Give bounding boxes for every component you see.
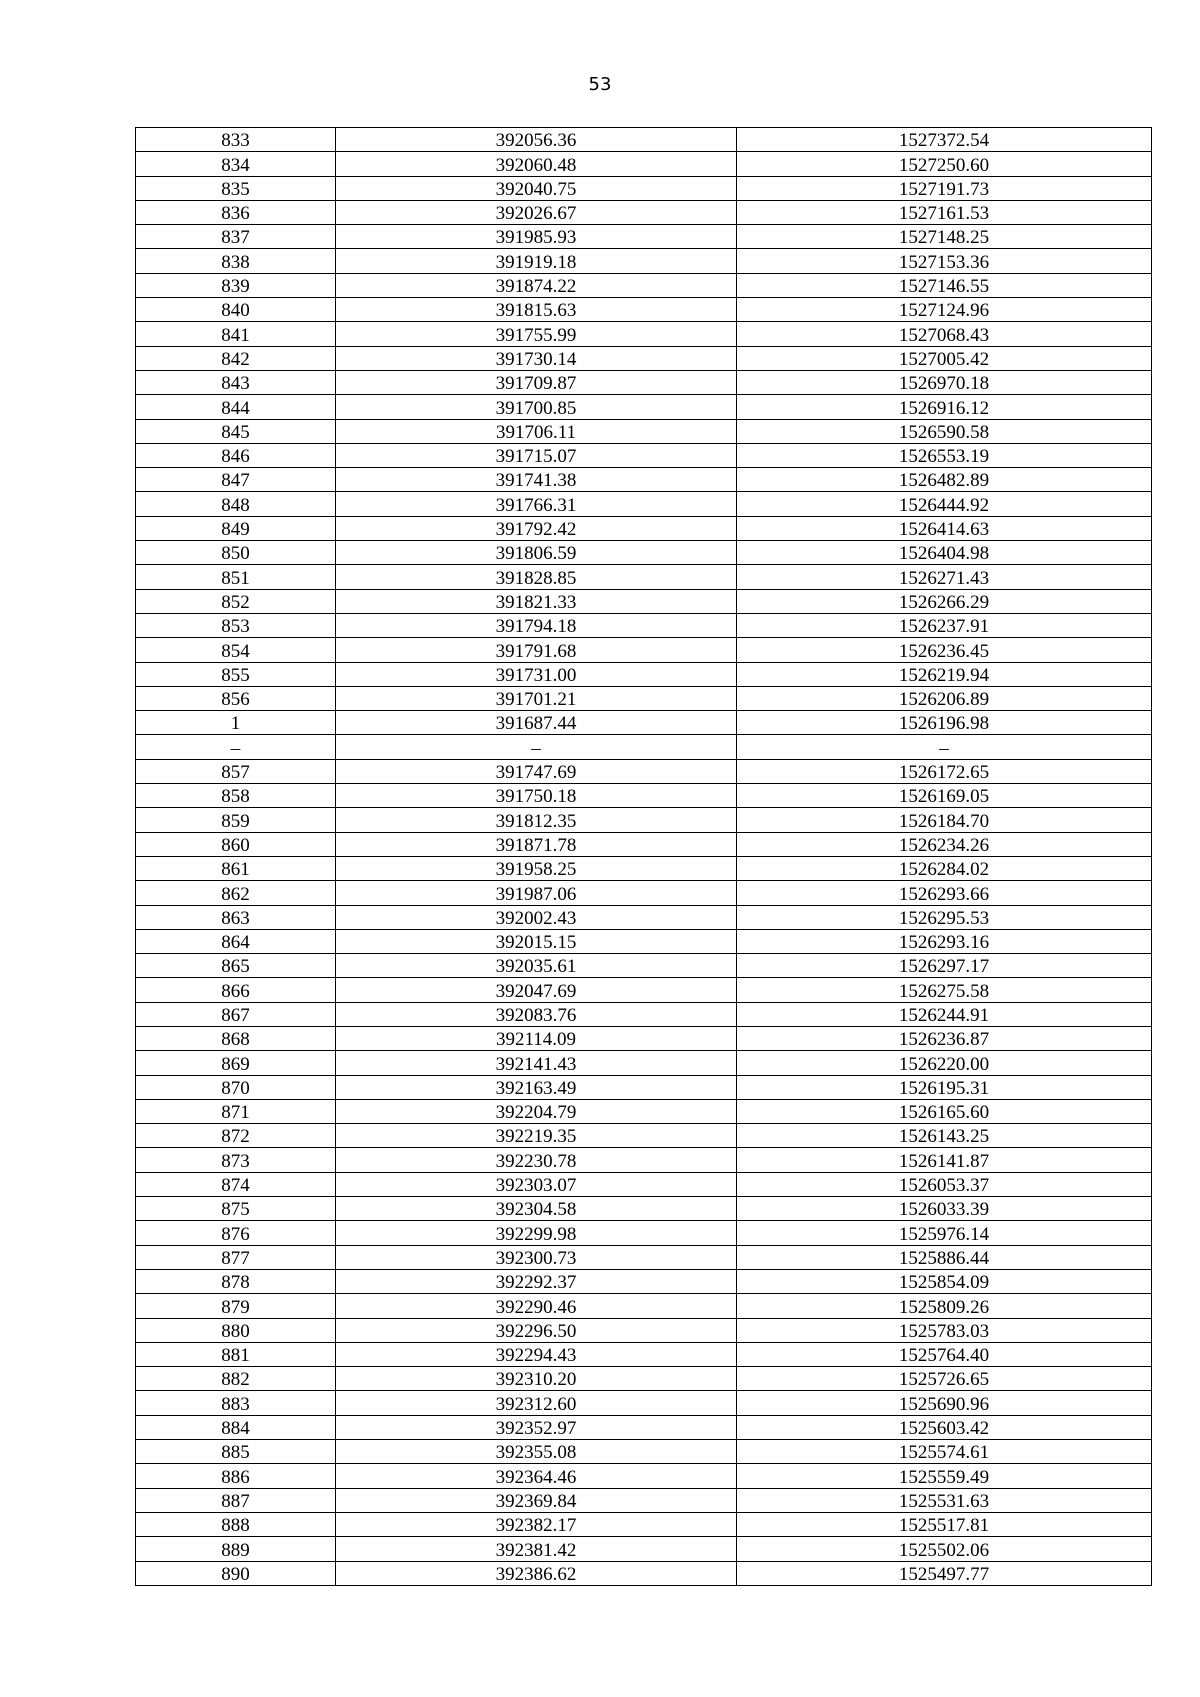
y-coordinate-cell: 1525809.26 [737, 1294, 1152, 1318]
x-coordinate-cell: 392300.73 [336, 1245, 737, 1269]
point-number-cell: 886 [136, 1464, 336, 1488]
y-coordinate-cell: 1525726.65 [737, 1367, 1152, 1391]
table-row [136, 1342, 1152, 1366]
table-row [136, 1124, 1152, 1148]
table-row [136, 565, 1152, 589]
x-coordinate-cell: 392299.98 [336, 1221, 737, 1245]
table-row [136, 929, 1152, 953]
y-coordinate-cell: 1527372.54 [737, 128, 1152, 152]
x-coordinate-cell: 391794.18 [336, 613, 737, 637]
point-number-cell: 859 [136, 808, 336, 832]
y-coordinate-cell: 1526970.18 [737, 370, 1152, 394]
table-row [136, 468, 1152, 492]
y-coordinate-cell: 1526916.12 [737, 395, 1152, 419]
x-coordinate-cell: 391755.99 [336, 322, 737, 346]
table-row [136, 395, 1152, 419]
table-row [136, 225, 1152, 249]
x-coordinate-cell: 392352.97 [336, 1415, 737, 1439]
point-number-cell: 840 [136, 298, 336, 322]
x-coordinate-cell: 392056.36 [336, 128, 737, 152]
point-number-cell: 878 [136, 1269, 336, 1293]
point-number-cell: 863 [136, 905, 336, 929]
table-row [136, 1561, 1152, 1585]
y-coordinate-cell: 1526234.26 [737, 832, 1152, 856]
x-coordinate-cell: 391730.14 [336, 346, 737, 370]
y-coordinate-cell: 1526293.16 [737, 929, 1152, 953]
y-coordinate-cell: 1526404.98 [737, 541, 1152, 565]
point-number-cell: 839 [136, 273, 336, 297]
x-coordinate-cell: 392114.09 [336, 1026, 737, 1050]
point-number-cell: 869 [136, 1051, 336, 1075]
x-coordinate-cell: 392026.67 [336, 200, 737, 224]
x-coordinate-cell: 392312.60 [336, 1391, 737, 1415]
x-coordinate-cell: 391821.33 [336, 589, 737, 613]
point-number-cell: 854 [136, 638, 336, 662]
y-coordinate-cell: 1525764.40 [737, 1342, 1152, 1366]
table-row [136, 759, 1152, 783]
point-number-cell: 1 [136, 711, 336, 735]
table-row [136, 662, 1152, 686]
table-row [136, 1197, 1152, 1221]
table-row [136, 589, 1152, 613]
point-number-cell: 851 [136, 565, 336, 589]
coordinates-table-body [136, 128, 1152, 1586]
point-number-cell: 864 [136, 929, 336, 953]
table-row [136, 1026, 1152, 1050]
table-row [136, 1269, 1152, 1293]
table-row [136, 1537, 1152, 1561]
x-coordinate-cell: 392219.35 [336, 1124, 737, 1148]
point-number-cell: 845 [136, 419, 336, 443]
y-coordinate-cell: 1526444.92 [737, 492, 1152, 516]
x-coordinate-cell: 392292.37 [336, 1269, 737, 1293]
table-row [136, 638, 1152, 662]
table-row [136, 613, 1152, 637]
y-coordinate-cell: 1527153.36 [737, 249, 1152, 273]
x-coordinate-cell: 392369.84 [336, 1488, 737, 1512]
table-row [136, 492, 1152, 516]
table-row [136, 1002, 1152, 1026]
y-coordinate-cell: 1526414.63 [737, 516, 1152, 540]
point-number-cell: 885 [136, 1440, 336, 1464]
point-number-cell: 888 [136, 1512, 336, 1536]
x-coordinate-cell: 391828.85 [336, 565, 737, 589]
table-row [136, 443, 1152, 467]
y-coordinate-cell: 1526482.89 [737, 468, 1152, 492]
x-coordinate-cell: 391806.59 [336, 541, 737, 565]
y-coordinate-cell: 1526206.89 [737, 686, 1152, 710]
point-number-cell: 852 [136, 589, 336, 613]
y-coordinate-cell: 1527148.25 [737, 225, 1152, 249]
table-row [136, 1245, 1152, 1269]
point-number-cell: 862 [136, 881, 336, 905]
y-coordinate-cell: 1526295.53 [737, 905, 1152, 929]
x-coordinate-cell: 391709.87 [336, 370, 737, 394]
y-coordinate-cell: 1525603.42 [737, 1415, 1152, 1439]
table-row [136, 322, 1152, 346]
x-coordinate-cell: 392364.46 [336, 1464, 737, 1488]
x-coordinate-cell: 392060.48 [336, 152, 737, 176]
y-coordinate-cell: 1525497.77 [737, 1561, 1152, 1585]
y-coordinate-cell: 1526165.60 [737, 1099, 1152, 1123]
point-number-cell: 867 [136, 1002, 336, 1026]
y-coordinate-cell: 1525783.03 [737, 1318, 1152, 1342]
y-coordinate-cell: 1527005.42 [737, 346, 1152, 370]
x-coordinate-cell: 392002.43 [336, 905, 737, 929]
y-coordinate-cell: 1525976.14 [737, 1221, 1152, 1245]
point-number-cell: 871 [136, 1099, 336, 1123]
table-row [136, 1367, 1152, 1391]
table-row [136, 686, 1152, 710]
x-coordinate-cell: 391985.93 [336, 225, 737, 249]
table-row [136, 784, 1152, 808]
y-coordinate-cell: 1526053.37 [737, 1172, 1152, 1196]
point-number-cell: 834 [136, 152, 336, 176]
x-coordinate-cell: 392296.50 [336, 1318, 737, 1342]
point-number-cell: 856 [136, 686, 336, 710]
x-coordinate-cell: 392163.49 [336, 1075, 737, 1099]
x-coordinate-cell: 391987.06 [336, 881, 737, 905]
point-number-cell: 858 [136, 784, 336, 808]
point-number-cell: 880 [136, 1318, 336, 1342]
point-number-cell: 841 [136, 322, 336, 346]
table-row [136, 856, 1152, 880]
point-number-cell: 847 [136, 468, 336, 492]
x-coordinate-cell: 392204.79 [336, 1099, 737, 1123]
y-coordinate-cell: 1526271.43 [737, 565, 1152, 589]
point-number-cell: 883 [136, 1391, 336, 1415]
point-number-cell: 890 [136, 1561, 336, 1585]
point-number-cell: 868 [136, 1026, 336, 1050]
table-row [136, 905, 1152, 929]
x-coordinate-cell: 391766.31 [336, 492, 737, 516]
y-coordinate-cell: 1526237.91 [737, 613, 1152, 637]
y-coordinate-cell: 1527124.96 [737, 298, 1152, 322]
point-number-cell: 882 [136, 1367, 336, 1391]
table-row [136, 1148, 1152, 1172]
y-coordinate-cell: 1526236.45 [737, 638, 1152, 662]
table-row [136, 346, 1152, 370]
point-number-cell: 889 [136, 1537, 336, 1561]
x-coordinate-cell: 392310.20 [336, 1367, 737, 1391]
y-coordinate-cell: 1526195.31 [737, 1075, 1152, 1099]
point-number-cell: 861 [136, 856, 336, 880]
point-number-cell: 873 [136, 1148, 336, 1172]
point-number-cell: 860 [136, 832, 336, 856]
table-row [136, 249, 1152, 273]
y-coordinate-cell: 1526219.94 [737, 662, 1152, 686]
point-number-cell: 872 [136, 1124, 336, 1148]
table-row [136, 152, 1152, 176]
x-coordinate-cell: 391791.68 [336, 638, 737, 662]
point-number-cell: 850 [136, 541, 336, 565]
x-coordinate-cell: 391792.42 [336, 516, 737, 540]
point-number-cell: 857 [136, 759, 336, 783]
y-coordinate-cell: 1526220.00 [737, 1051, 1152, 1075]
table-row [136, 1440, 1152, 1464]
x-coordinate-cell: 391874.22 [336, 273, 737, 297]
table-row [136, 128, 1152, 152]
table-row [136, 298, 1152, 322]
point-number-cell: 838 [136, 249, 336, 273]
x-coordinate-cell: 391731.00 [336, 662, 737, 686]
table-row [136, 1075, 1152, 1099]
table-row [136, 881, 1152, 905]
y-coordinate-cell: 1525502.06 [737, 1537, 1152, 1561]
x-coordinate-cell: 392294.43 [336, 1342, 737, 1366]
point-number-cell: 853 [136, 613, 336, 637]
x-coordinate-cell: 391871.78 [336, 832, 737, 856]
table-row [136, 1221, 1152, 1245]
x-coordinate-cell: 391706.11 [336, 419, 737, 443]
x-coordinate-cell: 392355.08 [336, 1440, 737, 1464]
y-coordinate-cell: 1526196.98 [737, 711, 1152, 735]
y-coordinate-cell: 1526553.19 [737, 443, 1152, 467]
y-coordinate-cell: 1526297.17 [737, 954, 1152, 978]
table-row [136, 808, 1152, 832]
x-coordinate-cell: 391687.44 [336, 711, 737, 735]
point-number-cell: 836 [136, 200, 336, 224]
table-row [136, 1318, 1152, 1342]
page-number: 53 [588, 74, 612, 95]
point-number-cell: 876 [136, 1221, 336, 1245]
point-number-cell: 848 [136, 492, 336, 516]
table-row [136, 711, 1152, 735]
y-coordinate-cell: 1526590.58 [737, 419, 1152, 443]
y-coordinate-cell: 1525559.49 [737, 1464, 1152, 1488]
y-coordinate-cell: 1526184.70 [737, 808, 1152, 832]
y-coordinate-cell: 1527250.60 [737, 152, 1152, 176]
point-number-cell: 881 [136, 1342, 336, 1366]
x-coordinate-cell: 391701.21 [336, 686, 737, 710]
table-row [136, 370, 1152, 394]
y-coordinate-cell: 1526236.87 [737, 1026, 1152, 1050]
y-coordinate-cell: 1525574.61 [737, 1440, 1152, 1464]
x-coordinate-cell: 392381.42 [336, 1537, 737, 1561]
table-row [136, 978, 1152, 1002]
table-row [136, 735, 1152, 759]
y-coordinate-cell: 1526266.29 [737, 589, 1152, 613]
point-number-cell: 844 [136, 395, 336, 419]
x-coordinate-cell: 392083.76 [336, 1002, 737, 1026]
x-coordinate-cell: – [336, 735, 737, 759]
point-number-cell: 877 [136, 1245, 336, 1269]
table-row [136, 516, 1152, 540]
x-coordinate-cell: 392035.61 [336, 954, 737, 978]
point-number-cell: 846 [136, 443, 336, 467]
x-coordinate-cell: 392141.43 [336, 1051, 737, 1075]
x-coordinate-cell: 392303.07 [336, 1172, 737, 1196]
x-coordinate-cell: 391715.07 [336, 443, 737, 467]
x-coordinate-cell: 391815.63 [336, 298, 737, 322]
point-number-cell: 849 [136, 516, 336, 540]
x-coordinate-cell: 392290.46 [336, 1294, 737, 1318]
table-row [136, 1464, 1152, 1488]
table-row [136, 1391, 1152, 1415]
point-number-cell: – [136, 735, 336, 759]
x-coordinate-cell: 391750.18 [336, 784, 737, 808]
y-coordinate-cell: 1525517.81 [737, 1512, 1152, 1536]
table-row [136, 832, 1152, 856]
x-coordinate-cell: 391919.18 [336, 249, 737, 273]
x-coordinate-cell: 392304.58 [336, 1197, 737, 1221]
x-coordinate-cell: 391958.25 [336, 856, 737, 880]
point-number-cell: 835 [136, 176, 336, 200]
y-coordinate-cell: 1527191.73 [737, 176, 1152, 200]
y-coordinate-cell: 1527161.53 [737, 200, 1152, 224]
point-number-cell: 865 [136, 954, 336, 978]
point-number-cell: 843 [136, 370, 336, 394]
y-coordinate-cell: 1526141.87 [737, 1148, 1152, 1172]
x-coordinate-cell: 392230.78 [336, 1148, 737, 1172]
table-row [136, 1172, 1152, 1196]
y-coordinate-cell: – [737, 735, 1152, 759]
y-coordinate-cell: 1527068.43 [737, 322, 1152, 346]
table-row [136, 176, 1152, 200]
point-number-cell: 870 [136, 1075, 336, 1099]
x-coordinate-cell: 391700.85 [336, 395, 737, 419]
x-coordinate-cell: 391747.69 [336, 759, 737, 783]
y-coordinate-cell: 1526033.39 [737, 1197, 1152, 1221]
table-row [136, 1099, 1152, 1123]
coordinates-table [135, 127, 1152, 1586]
y-coordinate-cell: 1526169.05 [737, 784, 1152, 808]
x-coordinate-cell: 392047.69 [336, 978, 737, 1002]
point-number-cell: 875 [136, 1197, 336, 1221]
y-coordinate-cell: 1527146.55 [737, 273, 1152, 297]
x-coordinate-cell: 391812.35 [336, 808, 737, 832]
point-number-cell: 879 [136, 1294, 336, 1318]
y-coordinate-cell: 1526275.58 [737, 978, 1152, 1002]
x-coordinate-cell: 392382.17 [336, 1512, 737, 1536]
table-row [136, 541, 1152, 565]
x-coordinate-cell: 392040.75 [336, 176, 737, 200]
x-coordinate-cell: 392015.15 [336, 929, 737, 953]
point-number-cell: 842 [136, 346, 336, 370]
point-number-cell: 887 [136, 1488, 336, 1512]
x-coordinate-cell: 391741.38 [336, 468, 737, 492]
y-coordinate-cell: 1525531.63 [737, 1488, 1152, 1512]
point-number-cell: 884 [136, 1415, 336, 1439]
table-row [136, 1415, 1152, 1439]
point-number-cell: 874 [136, 1172, 336, 1196]
point-number-cell: 837 [136, 225, 336, 249]
table-row [136, 273, 1152, 297]
table-row [136, 200, 1152, 224]
y-coordinate-cell: 1525690.96 [737, 1391, 1152, 1415]
table-row [136, 1051, 1152, 1075]
y-coordinate-cell: 1526244.91 [737, 1002, 1152, 1026]
table-row [136, 1512, 1152, 1536]
point-number-cell: 855 [136, 662, 336, 686]
y-coordinate-cell: 1526284.02 [737, 856, 1152, 880]
y-coordinate-cell: 1526293.66 [737, 881, 1152, 905]
x-coordinate-cell: 392386.62 [336, 1561, 737, 1585]
table-row [136, 954, 1152, 978]
table-row [136, 1294, 1152, 1318]
point-number-cell: 866 [136, 978, 336, 1002]
y-coordinate-cell: 1526143.25 [737, 1124, 1152, 1148]
y-coordinate-cell: 1526172.65 [737, 759, 1152, 783]
y-coordinate-cell: 1525854.09 [737, 1269, 1152, 1293]
y-coordinate-cell: 1525886.44 [737, 1245, 1152, 1269]
point-number-cell: 833 [136, 128, 336, 152]
table-row [136, 419, 1152, 443]
table-row [136, 1488, 1152, 1512]
